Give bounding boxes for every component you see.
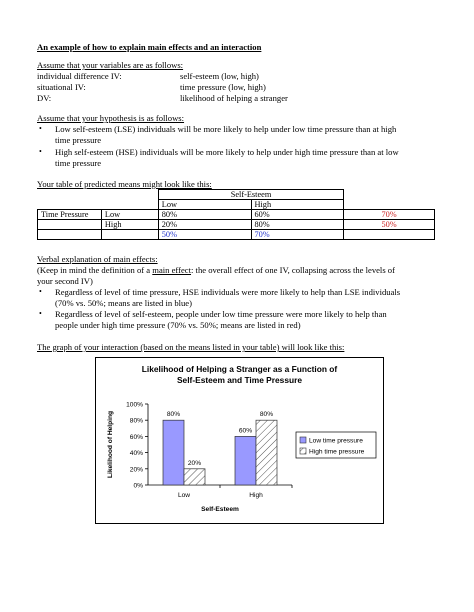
hypothesis-bullet-2-line-2: time pressure [55, 158, 102, 168]
y-tick-label: 20% [129, 466, 143, 474]
x-axis-label: Self-Esteem [201, 506, 239, 513]
bar [163, 420, 184, 485]
chart-canvas [96, 358, 383, 523]
hypothesis-bullet-1-line-2: time pressure [55, 135, 102, 145]
variable-value-dv: likelihood of helping a stranger [180, 93, 288, 103]
main-effect-term: main effect [152, 265, 192, 275]
bar-data-label: 80% [166, 411, 181, 419]
assume-intro: Assume that your variables are as follows: [37, 60, 184, 70]
table-intro: Your table of predicted means might look like this: [37, 179, 212, 189]
table-cell: 80% [251, 220, 344, 230]
bar-data-label: 60% [238, 427, 253, 435]
legend-label: High time pressure [309, 448, 365, 456]
table-cell: 60% [251, 210, 344, 220]
table-row [38, 230, 435, 240]
bar [256, 420, 277, 485]
variable-label-iv1: individual difference IV: [37, 71, 122, 81]
verbal-bullet-1-line-1: Regardless of level of time pressure, HSE individuals were more likely to help than LSE individuals [55, 287, 401, 297]
bullet-icon: • [39, 147, 42, 156]
variable-label-iv2: situational IV: [37, 82, 86, 92]
hypothesis-bullet-1-line-1: Low self-esteem (LSE) individuals will be more likely to help under low time pressure than at high [55, 124, 397, 134]
variable-label-dv: DV: [37, 93, 52, 103]
x-tick-label: High [249, 492, 263, 499]
verbal-bullet-2-line-2: people under high time pressure (70% vs. 50%; means are listed in red) [55, 320, 301, 330]
variable-value-iv2: time pressure (low, high) [180, 82, 266, 92]
chart-title-line: Self-Esteem and Time Pressure [176, 375, 303, 385]
bullet-icon: • [39, 309, 42, 318]
chart-title-line: Likelihood of Helping a Stranger as a Function of [141, 364, 338, 374]
y-tick-label: 60% [129, 433, 143, 441]
predicted-means-table [37, 189, 435, 240]
table-row [38, 200, 435, 210]
table-row-label-low: Low [101, 210, 158, 220]
x-tick-label: Low [177, 492, 191, 499]
document-heading: An example of how to explain main effects and an interaction [37, 42, 262, 52]
verbal-note-line-2: your second IV) [37, 276, 93, 286]
y-tick-label: 40% [129, 450, 143, 458]
verbal-note-post: : the overall effect of one IV, collapsing across the levels of [191, 265, 395, 275]
y-tick-label: 100% [126, 401, 143, 409]
bar-data-label: 80% [259, 411, 274, 419]
table-col-low: Low [158, 200, 251, 210]
table-row-factor: Time Pressure [38, 210, 102, 220]
table-col-marginal: 70% [251, 230, 344, 240]
verbal-intro: Verbal explanation of main effects: [37, 254, 158, 264]
table-row-label-high: High [101, 220, 158, 230]
bar-data-label: 20% [187, 459, 202, 467]
table-col-high: High [251, 200, 344, 210]
verbal-note-line-1 [37, 265, 395, 275]
legend-swatch [300, 437, 306, 443]
y-tick-label: 0% [133, 482, 143, 490]
table-row [38, 220, 435, 230]
y-axis-label: Likelihood of Helping [107, 410, 114, 479]
table-header-self-esteem: Self-Esteem [158, 190, 343, 200]
table-cell: 80% [158, 210, 251, 220]
interaction-chart [95, 357, 384, 524]
table-row-marginal: 50% [344, 220, 435, 230]
table-row [38, 210, 435, 220]
hypothesis-intro: Assume that your hypothesis is as follows: [37, 113, 185, 123]
graph-intro: The graph of your interaction (based on the means listed in your table) will look like this: [37, 342, 345, 352]
verbal-bullet-2-line-1: Regardless of level of self-esteem, people under low time pressure were more likely to help than [55, 309, 387, 319]
legend-swatch [300, 448, 306, 454]
legend-label: Low time pressure [309, 437, 363, 445]
verbal-bullet-1-line-2: (70% vs. 50%; means are listed in blue) [55, 298, 192, 308]
bar [184, 469, 205, 485]
table-col-marginal: 50% [158, 230, 251, 240]
table-cell: 20% [158, 220, 251, 230]
bullet-icon: • [39, 124, 42, 133]
bar [235, 436, 256, 485]
variable-value-iv1: self-esteem (low, high) [180, 71, 259, 81]
y-tick-label: 80% [129, 417, 143, 425]
verbal-note-pre: (Keep in mind the definition of a [37, 265, 153, 275]
hypothesis-bullet-2-line-1: High self-esteem (HSE) individuals will be more likely to help under high time pressure than at low [55, 147, 399, 157]
table-row [38, 190, 435, 200]
bullet-icon: • [39, 287, 42, 296]
table-row-marginal: 70% [344, 210, 435, 220]
